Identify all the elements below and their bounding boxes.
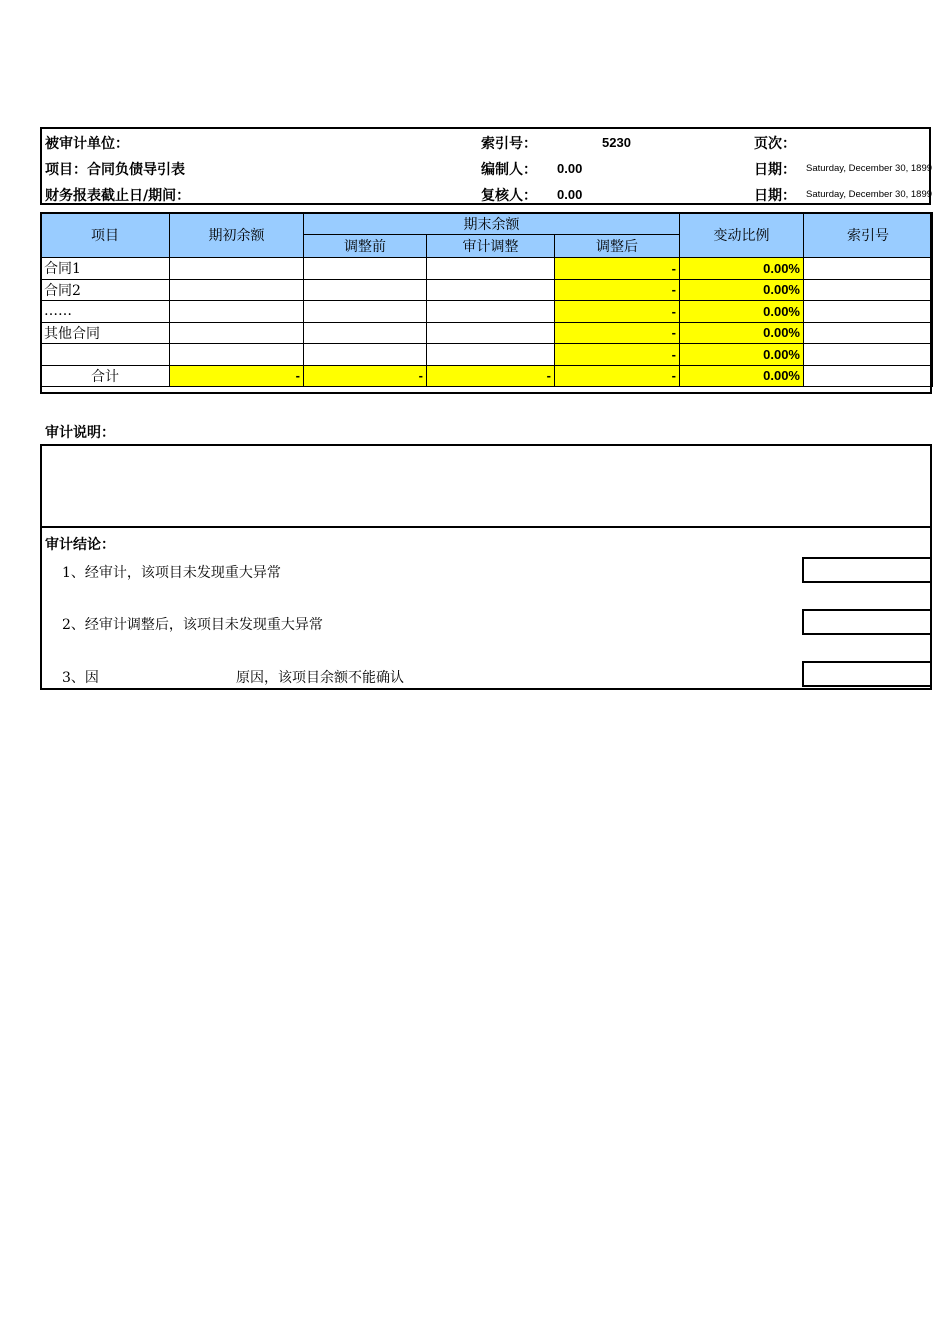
row-before[interactable] bbox=[304, 301, 427, 323]
row-opening[interactable] bbox=[170, 279, 304, 301]
row-index[interactable] bbox=[804, 279, 933, 301]
page-label: 页次： bbox=[754, 136, 796, 152]
row-opening[interactable] bbox=[170, 301, 304, 323]
row-before[interactable] bbox=[304, 322, 427, 344]
row-item[interactable]: 合同1 bbox=[41, 258, 170, 280]
row-item[interactable]: 其他合同 bbox=[41, 322, 170, 344]
row-opening[interactable] bbox=[170, 258, 304, 280]
row-after[interactable]: - bbox=[555, 279, 680, 301]
audit-note-box[interactable] bbox=[40, 444, 932, 528]
table-row bbox=[41, 322, 933, 344]
row-ratio[interactable]: 0.00% bbox=[680, 301, 804, 323]
reviewer-label: 复核人： bbox=[481, 188, 537, 204]
auditee-label: 被审计单位： bbox=[45, 136, 129, 152]
table-row bbox=[41, 344, 933, 366]
conclusion-checkbox-1[interactable] bbox=[802, 557, 932, 583]
row-index[interactable] bbox=[804, 301, 933, 323]
row-ratio[interactable]: 0.00% bbox=[680, 279, 804, 301]
total-before[interactable]: - bbox=[304, 365, 427, 387]
total-label: 合计 bbox=[41, 365, 170, 387]
conclusion-item-3-suffix: 原因，该项目余额不能确认 bbox=[236, 670, 404, 686]
row-index[interactable] bbox=[804, 322, 933, 344]
index-label: 索引号： bbox=[481, 136, 537, 152]
conclusion-item-2: 2、经审计调整后，该项目未发现重大异常 bbox=[62, 617, 323, 633]
row-item[interactable]: 合同2 bbox=[41, 279, 170, 301]
row-index[interactable] bbox=[804, 258, 933, 280]
row-after[interactable]: - bbox=[555, 258, 680, 280]
row-adj[interactable] bbox=[427, 301, 555, 323]
row-before[interactable] bbox=[304, 344, 427, 366]
col-item-header: 项目 bbox=[41, 213, 170, 258]
row-ratio[interactable]: 0.00% bbox=[680, 258, 804, 280]
preparer-value: 0.00 bbox=[557, 161, 583, 176]
date-label-2: 日期： bbox=[754, 188, 796, 204]
col-before-adj-header: 调整前 bbox=[304, 235, 427, 258]
date-label-1: 日期： bbox=[754, 162, 796, 178]
col-after-adj-header: 调整后 bbox=[555, 235, 680, 258]
project-label: 项目：合同负债导引表 bbox=[45, 162, 185, 178]
date-value-2: Saturday, December 30, 1899 bbox=[806, 189, 933, 200]
conclusion-label: 审计结论： bbox=[45, 537, 115, 553]
row-ratio[interactable]: 0.00% bbox=[680, 344, 804, 366]
audit-note-label: 审计说明： bbox=[45, 425, 115, 441]
row-after[interactable]: - bbox=[555, 301, 680, 323]
row-adj[interactable] bbox=[427, 344, 555, 366]
row-opening[interactable] bbox=[170, 322, 304, 344]
row-index[interactable] bbox=[804, 344, 933, 366]
col-opening-header: 期初余额 bbox=[170, 213, 304, 258]
table-row bbox=[41, 258, 933, 280]
period-label: 财务报表截止日/期间： bbox=[45, 188, 191, 204]
row-after[interactable]: - bbox=[555, 322, 680, 344]
index-value: 5230 bbox=[602, 135, 631, 150]
row-adj[interactable] bbox=[427, 279, 555, 301]
col-closing-group-header: 期末余额 bbox=[304, 213, 680, 235]
total-opening[interactable]: - bbox=[170, 365, 304, 387]
table-row bbox=[41, 301, 933, 323]
table-row bbox=[41, 279, 933, 301]
guide-table bbox=[40, 212, 933, 387]
conclusion-item-3-prefix: 3、因 bbox=[62, 670, 99, 686]
row-before[interactable] bbox=[304, 279, 427, 301]
reviewer-value: 0.00 bbox=[557, 187, 583, 202]
row-ratio[interactable]: 0.00% bbox=[680, 322, 804, 344]
conclusion-item-1: 1、经审计，该项目未发现重大异常 bbox=[62, 565, 281, 581]
row-adj[interactable] bbox=[427, 322, 555, 344]
row-opening[interactable] bbox=[170, 344, 304, 366]
conclusion-checkbox-2[interactable] bbox=[802, 609, 932, 635]
total-ratio[interactable]: 0.00% bbox=[680, 365, 804, 387]
row-before[interactable] bbox=[304, 258, 427, 280]
row-item[interactable]: …… bbox=[41, 301, 170, 323]
preparer-label: 编制人： bbox=[481, 162, 537, 178]
date-value-1: Saturday, December 30, 1899 bbox=[806, 163, 933, 174]
row-item[interactable] bbox=[41, 344, 170, 366]
col-change-ratio-header: 变动比例 bbox=[680, 213, 804, 258]
total-row bbox=[41, 365, 933, 387]
conclusion-checkbox-3[interactable] bbox=[802, 661, 932, 687]
row-adj[interactable] bbox=[427, 258, 555, 280]
col-audit-adj-header: 审计调整 bbox=[427, 235, 555, 258]
conclusion-box bbox=[40, 526, 932, 690]
col-index-header: 索引号 bbox=[804, 213, 933, 258]
total-after[interactable]: - bbox=[555, 365, 680, 387]
row-after[interactable]: - bbox=[555, 344, 680, 366]
total-adj[interactable]: - bbox=[427, 365, 555, 387]
total-index[interactable] bbox=[804, 365, 933, 387]
